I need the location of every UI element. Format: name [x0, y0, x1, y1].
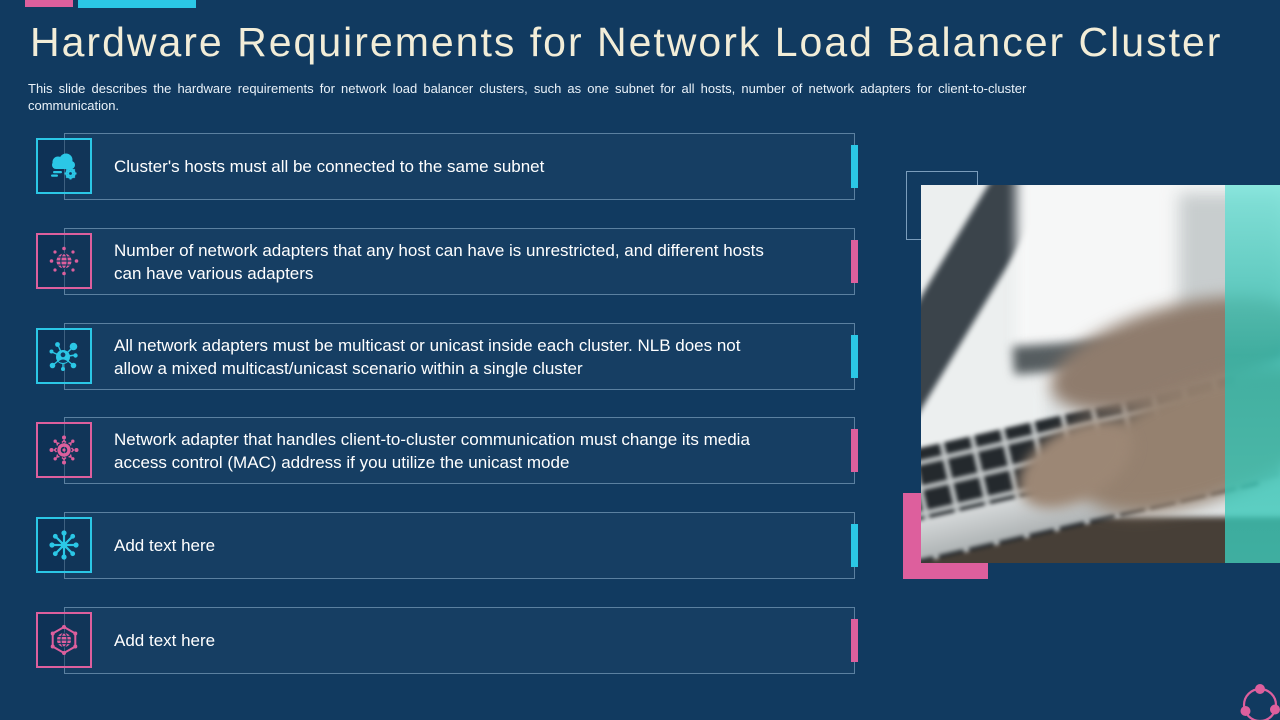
requirement-panel	[64, 133, 855, 200]
requirement-row	[0, 417, 900, 484]
row-accent-bar	[851, 240, 858, 283]
row-accent-bar	[851, 145, 858, 188]
row-accent-bar	[851, 524, 858, 567]
user-network-icon	[36, 328, 92, 384]
requirement-text: Add text here	[114, 536, 216, 555]
requirement-row	[0, 133, 900, 200]
requirement-panel	[64, 512, 855, 579]
requirement-panel	[64, 417, 855, 484]
page-title: Hardware Requirements for Network Load Balancer Cluster	[30, 19, 1223, 65]
row-accent-bar	[851, 335, 858, 378]
spoke-hub-icon	[36, 517, 92, 573]
requirement-row	[0, 512, 900, 579]
row-accent-bar	[851, 429, 858, 472]
requirement-row	[0, 228, 900, 295]
laptop-typing-photo	[921, 185, 1280, 563]
requirement-panel	[64, 228, 855, 295]
top-accent-bar-cyan	[78, 0, 196, 8]
globe-nodes-icon	[36, 233, 92, 289]
requirement-row	[0, 607, 900, 674]
cloud-network-icon	[36, 138, 92, 194]
requirement-panel	[64, 607, 855, 674]
requirement-text: Number of network adapters that any host can have is unrestricted, and different hosts can have various adapters	[114, 240, 764, 283]
requirement-text: Network adapter that handles client-to-cluster communication must change its media access control (MAC) address if you utilize the unicast mode	[114, 429, 750, 472]
page-subtitle: This slide describes the hardware requirements for network load balancer clusters, such as one subnet for all hosts, number of network adapters for client-to-cluster communication.	[28, 81, 1027, 113]
teal-overlay	[1225, 185, 1280, 563]
top-accent-bar-pink	[25, 0, 73, 7]
hub-arrows-icon	[36, 422, 92, 478]
brand-logo-icon	[1238, 683, 1280, 720]
requirement-text: Add text here	[114, 631, 216, 650]
requirement-text: Cluster's hosts must all be connected to the same subnet	[114, 157, 545, 176]
hexagon-globe-icon	[36, 612, 92, 668]
row-accent-bar	[851, 619, 858, 662]
requirement-text: All network adapters must be multicast or unicast inside each cluster. NLB does not allow a mixed multicast/unicast scenario within a single cluster	[114, 335, 741, 378]
requirement-panel	[64, 323, 855, 390]
requirement-row	[0, 323, 900, 390]
